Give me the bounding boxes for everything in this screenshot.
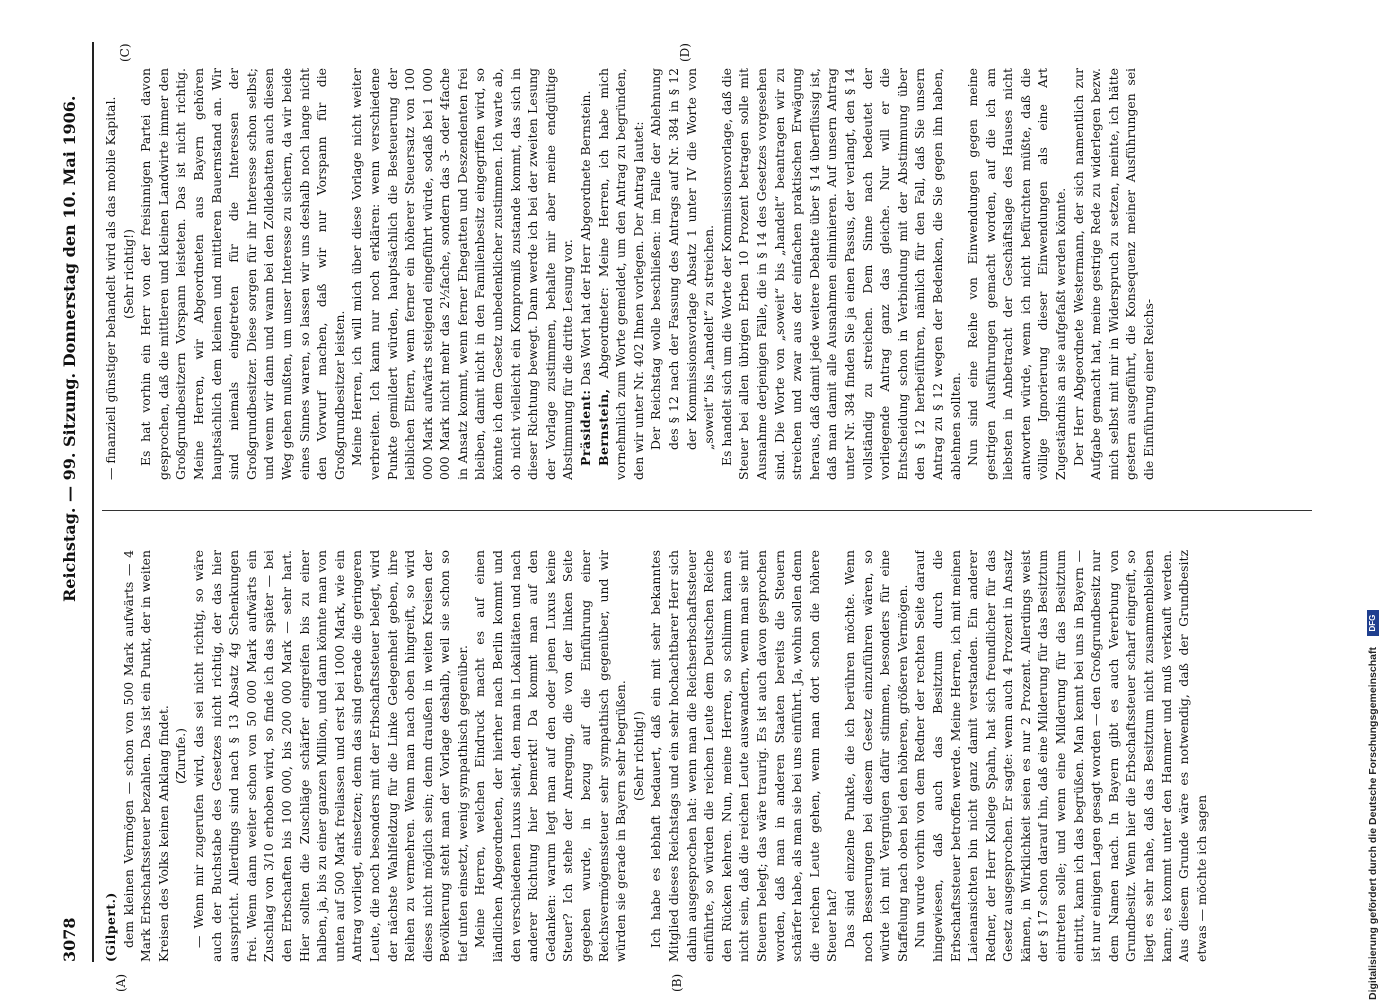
speech-paragraph: dem kleinen Vermögen — schon von 500 Mark aufwärts — 4 Mark Erbschaftssteuer bezahlen. Das ist ein Punkt, der in weiten Kreisen des Volks keinen Anklang findet. <box>120 550 171 962</box>
margin-mark-a: (A) <box>114 973 128 992</box>
speaker-name: Bernstein, <box>595 388 611 466</box>
interjection: (Sehr richtig!) <box>630 711 646 801</box>
speech-paragraph <box>577 68 595 480</box>
speaker-name: Präsident: <box>578 389 594 466</box>
speaker-name: (Gilpert.) <box>103 892 118 962</box>
speech-paragraph: Das sind einzelne Punkte, die ich berühren möchte. Wenn noch Besserungen bei diesem Gesetz einzuführen wären, so würde ich mit Vergnügen dafür stimmen, besonders für eine Staffelung nach oben bei den höheren, größeren Vermögen. <box>841 550 910 962</box>
speech-paragraph: Es handelt sich um die Worte der Kommissionsvorlage, daß die Steuer bei allen übrigen Erben 10 Prozent betragen solle mit Ausnahme derjenigen Fälle, die in § 14 des Gesetzes vorgesehen sind. Die Worte von „soweit“ bis „handelt“ beantragen wir zu streichen und zwar aus der einfachen praktischen Erwägung heraus, daß damit jede weitere Debatte über § 14 überflüssig ist, daß man damit alle Ausnahmen eliminieren. Auf unsern Antrag unter Nr. 384 finden Sie ja einen Passus, der verlangt, den § 14 vollständig zu streichen. Dem Sinne nach bedeutet der vorliegende Antrag ganz das gleiche. Nur will er die Entscheidung schon in Verbindung mit der Abstimmung über den § 12 herbeiführen, nämlich für den Fall, daß Sie unsern Antrag zu § 12 wegen der Bedenken, die Sie gegen ihn haben, ablehnen sollten. <box>718 68 963 480</box>
credit-text: Digitalisierung gefördert durch die Deutsche Forschungsgemeinschaft <box>1367 647 1379 1000</box>
speech-paragraph: Nun sind eine Reihe von Einwendungen gegen meine gestrigen Ausführungen gemacht worden, auf die ich am liebsten in Anbetracht der Geschäftslage des Hauses nicht antworten würde, wenn ich nicht befürchten müßte, daß die völlige Ignorierung dieser Einwendungen als eine Art Zugeständnis an sie aufgefaßt werden könnte. <box>965 68 1069 480</box>
speech-text: Das Wort hat der Herr Abgeordnete Bernstein. <box>578 90 594 390</box>
digitization-credit <box>1367 20 1383 1000</box>
interjection: (Sehr richtig!) <box>120 229 136 319</box>
interjection: (Zurufe.) <box>173 727 189 785</box>
left-column <box>102 550 1312 962</box>
margin-mark-b: (B) <box>670 973 684 992</box>
speech-text: Abgeordneter: Meine Herren, ich habe mich vornehmlich zum Worte gemeldet, um den Antrag zu begründen, den wir unter Nr. 402 Ihnen vorlegen. Der Antrag lautet: <box>595 68 646 480</box>
speech-paragraph <box>595 68 648 480</box>
column-divider <box>102 510 1312 511</box>
running-title: Reichstag. — 99. Sitzung. Donnerstag den 10. Mai 1906. <box>60 95 79 602</box>
speech-paragraph: Der Herr Abgeordnete Westermann, der sich namentlich zur Aufgabe gemacht hat, meine gestrige Rede zu widerlegen bezw. mich selbst mit mir in Widerspruch zu setzen, meinte, ich hätte gestern ausgeführt, die Konsequenz meiner Ausführungen sei die Einführung einer Reichs- <box>1070 68 1157 480</box>
page-header <box>58 42 94 962</box>
motion-text: Der Reichstag wolle beschließen: im Falle der Ablehnung des § 12 nach der Fassung des Antrags auf Nr. 384 in § 12 der Kommissionsvorlage Absatz 1 unter IV die Worte von „soweit“ bis „handelt“ zu streichen. <box>648 68 717 450</box>
speech-paragraph: — finanziell günstiger behandelt wird als das mobile Kapital. <box>103 96 118 480</box>
speech-paragraph: Meine Herren, welchen Eindruck macht es auf einen ländlichen Abgeordneten, der hierher nach Berlin kommt und den verschiedenen Luxus sieht, den man in Lokalitäten und nach anderer Richtung hier bemerkt! Da kommt man auf den Gedanken: warum legt man auf den oder jenen Luxus keine Steuer? Ich stehe der Anregung, die von der linken Seite gegeben wurde, in bezug auf die Einführung einer Reichsvermögenssteuer sehr sympathisch gegenüber, und wir würden sie gerade in Bayern sehr begrüßen. <box>472 550 629 962</box>
margin-mark-c: (C) <box>118 43 132 62</box>
speech-paragraph: Nun wurde vorhin von dem Redner der rechten Seite darauf hingewiesen, daß auch das Besitztum durch die Erbschaftssteuer betroffen werde. Meine Herren, ich mit meinen Laienansichten bin nicht ganz damit verstanden. Ein anderer Redner, der Herr Kollege Spahn, hat sich freundlicher für das Gesetz ausgesprochen. Er sagte: wenn auch 4 Prozent in Ansatz kämen, in Wirklichkeit seien es nur 2 Prozent. Allerdings weist der § 17 schon darauf hin, daß eine Milderung für das Besitztum eintreten solle; und wenn eine Milderung für das Besitztum eintritt, kann ich das begrüßen. Man kennt bei uns in Bayern — ist nur einigen Lagen gesagt worden — den Großgrundbesitz nur dem Namen nach. In Bayern gibt es auch Vererbung von Grundbesitz. Wenn hier die Erbschaftssteuer scharf eingreift, so liegt es sehr nahe, daß das Besitztum nicht zusammenbleiben kann; es kommt unter den Hammer und muß verkauft werden. Aus diesem Grunde wäre es notwendig, daß der Grundbesitz etwas — möchte ich sagen <box>912 550 1209 962</box>
margin-mark-d: (D) <box>678 43 692 62</box>
rotated-sheet <box>58 42 1323 992</box>
right-column <box>102 68 1312 480</box>
speech-paragraph: Es hat vorhin ein Herr von der freisinnigen Partei davon gesprochen, daß die mittleren und kleinen Landwirte immer den Großgrundbesitzern Vorspann leisteten. Das ist nicht richtig. Meine Herren, wir Abgeordneten aus Bayern gehören hauptsächlich dem kleinen und mittleren Bauernstand an. Wir sind niemals eingetreten für die Interessen der Großgrundbesitzer. Diese sorgen für ihr Interesse schon selbst; und wenn wir dann und wann bei den Zolldebatten auch diesen Weg gehen mußten, um unser Interesse zu sichern, da wir beide eines Sinnes waren, so lassen wir uns deshalb noch lange nicht den Vorwurf machen, daß wir nur Vorspann für die Großgrundbesitzer leisten. <box>138 68 347 480</box>
speech-paragraph: — Wenn mir zugerufen wird, das sei nicht richtig, so wäre auch der Buchstabe des Gesetzes nicht richtig, der das hier ausspricht. Allerdings sind nach § 13 Absatz 4g Schenkungen frei. Wenn dann weiter schon von 50 000 Mark aufwärts ein Zuschlag von 3/10 erhoben wird, so finde ich das später — bei den Erbschaften bis 100 000, bis 200 000 Mark — sehr hart. Hier sollten die Zuschläge schärfer eingreifen bis zu einer halben, ja, bis zu einer ganzen Million, und dann könnte man von unten auf 500 Mark freilassen und erst bei 1000 Mark, wie ein Antrag vorliegt, einsetzen; denn das sind gerade die geringeren Leute, die noch besonders mit der Erbschaftssteuer belegt, wird der nächste Wahlfeldzug für die Linke Gelegenheit geben, ihre Reihen zu vermehren. Wenn man nach oben hingreift, so wird dieses nicht möglich sein; denn draußen in weiten Kreisen der Bevölkerung steht man der Vorlage deshalb, weil sie schon so tief unten einsetzt, wenig sympathisch gegenüber. <box>190 550 470 962</box>
page-number: 3078 <box>60 917 79 962</box>
dfg-logo: DFG <box>1367 610 1379 636</box>
speech-paragraph: Meine Herren, ich will mich über diese Vorlage nicht weiter verbreiten. Ich kann nur noch erklären: wenn verschiedene Punkte gemildert würden, hauptsächlich die Besteuerung der leiblichen Eltern, wenn ferner ein höherer Steuersatz von 100 000 Mark aufwärts steigend eingeführt würde, sodaß bei 1 000 000 Mark nicht mehr das 2½fache, sondern das 3- oder 4fache in Ansatz kommt, wenn ferner Ehegatten und Deszendenten frei bleiben, damit nicht in den Familienbesitz eingegriffen wird, so könnte ich dem Gesetz unbedenklicher zustimmen. Ich warte ab, ob nicht vielleicht ein Kompromiß zustande kommt, das sich in dieser Richtung bewegt. Dann werde ich bei der zweiten Lesung der Vorlage zustimmen, behalte mir aber meine endgültige Abstimmung für die dritte Lesung vor. <box>349 68 576 480</box>
speech-paragraph: Ich habe es lebhaft bedauert, daß ein mit sehr bekanntes Mitglied dieses Reichstags und ein sehr hochachtbarer Herr sich dahin ausgesprochen hat: wenn man die Reichserbschaftssteuer einführte, so würden die reichen Leute dem Deutschen Reiche den Rücken kehren. Nun, meine Herren, so schlimm kann es nicht sein, daß die reichen Leute auswandern, wenn man sie mit Steuern belegt; das wäre traurig. Es ist auch davon gesprochen worden, daß man in anderen Staaten bereits die Steuern schärfer habe, als man sie bei uns einführt. Ja, wohin sollen denn die reichen Leute gehen, wenn man dort schon die höhere Steuer hat? <box>648 550 840 962</box>
